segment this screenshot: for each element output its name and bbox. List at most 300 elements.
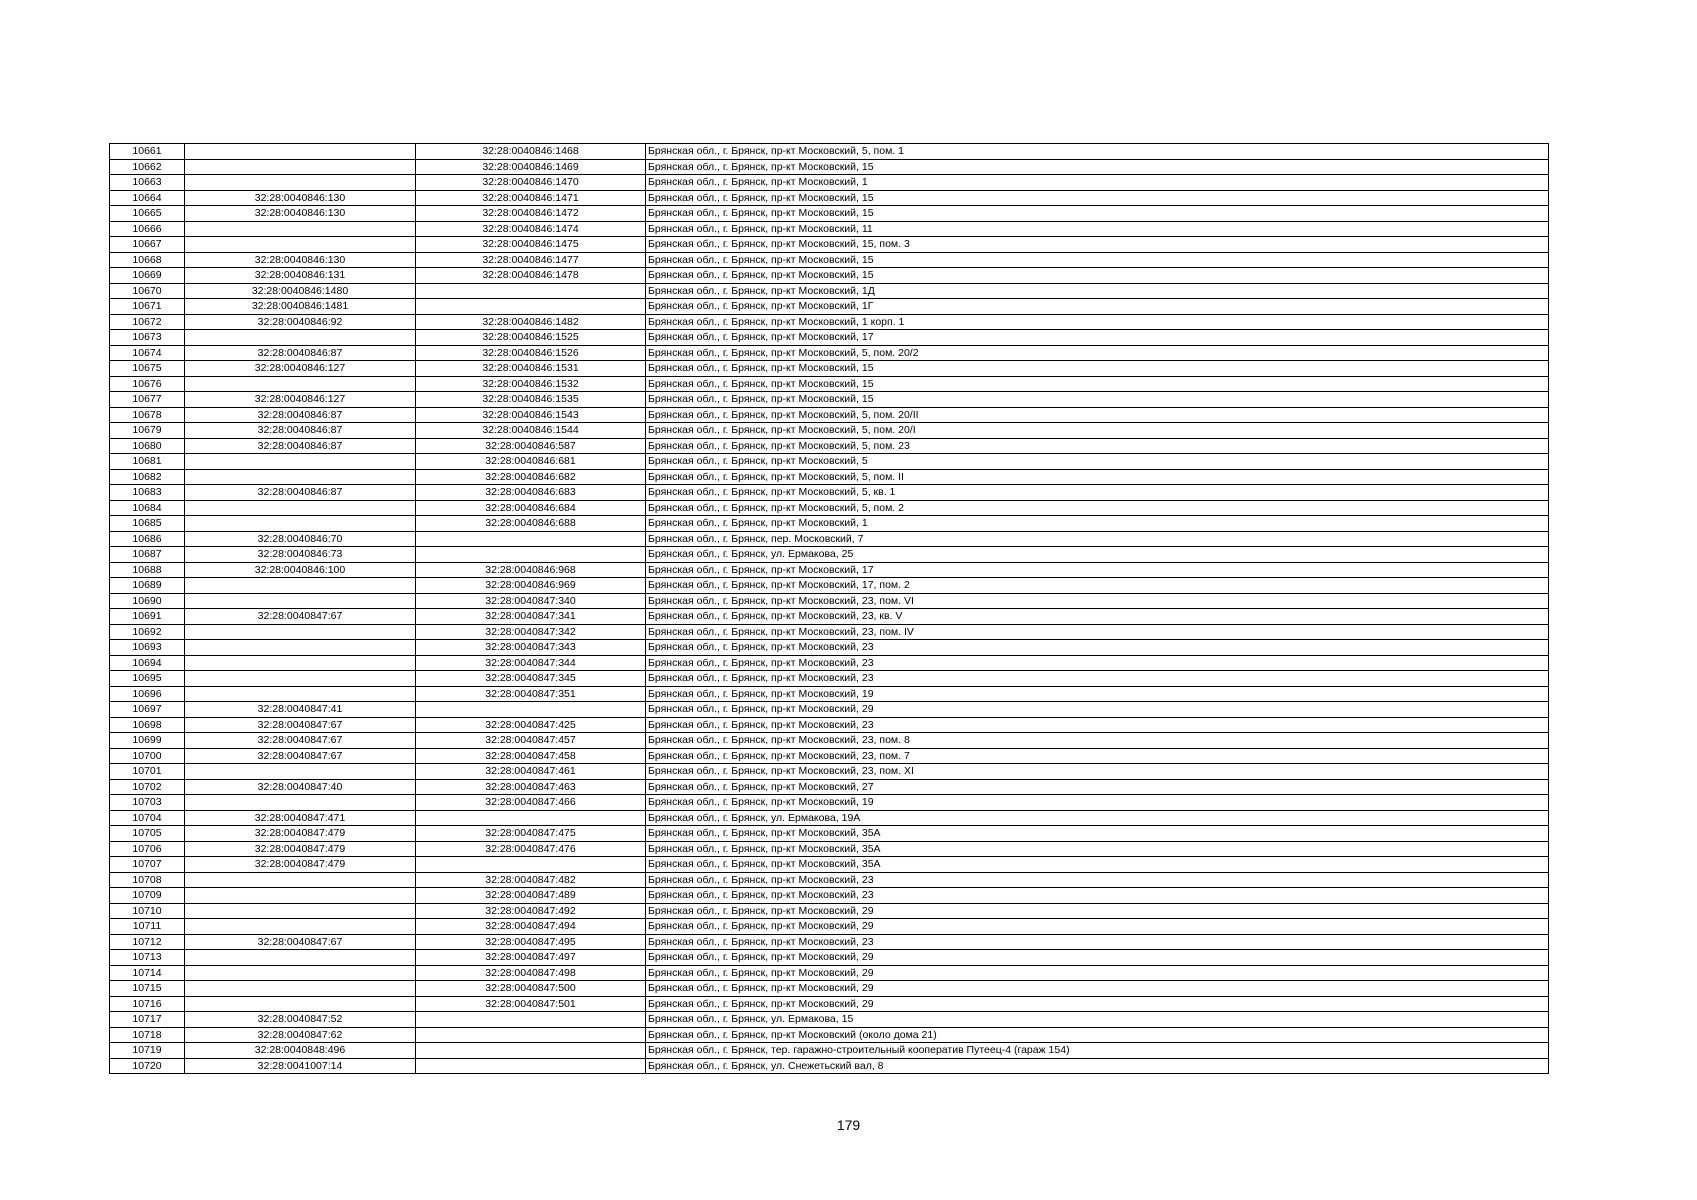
table-row — [110, 562, 1549, 578]
cadastral-number-cell — [416, 1027, 646, 1043]
row-number-cell: 10704 — [110, 810, 185, 826]
table-row — [110, 795, 1549, 811]
row-number-cell: 10696 — [110, 686, 185, 702]
address-cell: Брянская обл., г. Брянск, пр-кт Московский, 5, пом. 20/I — [646, 423, 1549, 439]
row-number-cell: 10671 — [110, 299, 185, 315]
parent-cadastral-number-cell: 32:28:0040847:479 — [185, 841, 416, 857]
row-number-cell: 10716 — [110, 996, 185, 1012]
table-row — [110, 485, 1549, 501]
row-number-cell: 10691 — [110, 609, 185, 625]
table-row — [110, 857, 1549, 873]
table-row — [110, 159, 1549, 175]
cadastral-number-cell: 32:28:0040846:1482 — [416, 314, 646, 330]
table-row — [110, 609, 1549, 625]
cadastral-number-cell — [416, 283, 646, 299]
parent-cadastral-number-cell: 32:28:0040846:70 — [185, 531, 416, 547]
parent-cadastral-number-cell: 32:28:0040847:471 — [185, 810, 416, 826]
address-cell: Брянская обл., г. Брянск, пр-кт Московский, 15 — [646, 268, 1549, 284]
address-cell: Брянская обл., г. Брянск, пр-кт Московский, 29 — [646, 702, 1549, 718]
cadastral-number-cell: 32:28:0040846:1477 — [416, 252, 646, 268]
table-row — [110, 934, 1549, 950]
cadastral-number-cell: 32:28:0040847:492 — [416, 903, 646, 919]
row-number-cell: 10706 — [110, 841, 185, 857]
cadastral-number-cell: 32:28:0040846:1469 — [416, 159, 646, 175]
table-row — [110, 330, 1549, 346]
row-number-cell: 10680 — [110, 438, 185, 454]
parent-cadastral-number-cell: 32:28:0040846:87 — [185, 485, 416, 501]
parent-cadastral-number-cell: 32:28:0040846:87 — [185, 423, 416, 439]
parent-cadastral-number-cell: 32:28:0041007:14 — [185, 1058, 416, 1074]
row-number-cell: 10702 — [110, 779, 185, 795]
cadastral-number-cell: 32:28:0040847:457 — [416, 733, 646, 749]
row-number-cell: 10717 — [110, 1012, 185, 1028]
cadastral-number-cell: 32:28:0040846:1535 — [416, 392, 646, 408]
address-cell: Брянская обл., г. Брянск, пр-кт Московский (около дома 21) — [646, 1027, 1549, 1043]
row-number-cell: 10699 — [110, 733, 185, 749]
table-row — [110, 981, 1549, 997]
row-number-cell: 10710 — [110, 903, 185, 919]
address-cell: Брянская обл., г. Брянск, пр-кт Московский, 5, кв. 1 — [646, 485, 1549, 501]
parent-cadastral-number-cell — [185, 686, 416, 702]
cadastral-number-cell — [416, 1043, 646, 1059]
table-row — [110, 578, 1549, 594]
address-cell: Брянская обл., г. Брянск, пр-кт Московский, 23, пом. 7 — [646, 748, 1549, 764]
row-number-cell: 10684 — [110, 500, 185, 516]
table-row — [110, 686, 1549, 702]
row-number-cell: 10664 — [110, 190, 185, 206]
address-cell: Брянская обл., г. Брянск, тер. гаражно-строительный кооператив Путеец-4 (гараж 154) — [646, 1043, 1549, 1059]
parent-cadastral-number-cell — [185, 500, 416, 516]
address-cell: Брянская обл., г. Брянск, пр-кт Московский, 23 — [646, 888, 1549, 904]
row-number-cell: 10697 — [110, 702, 185, 718]
parent-cadastral-number-cell: 32:28:0040846:130 — [185, 252, 416, 268]
parent-cadastral-number-cell — [185, 965, 416, 981]
parent-cadastral-number-cell: 32:28:0040847:40 — [185, 779, 416, 795]
cadastral-number-cell: 32:28:0040847:482 — [416, 872, 646, 888]
parent-cadastral-number-cell — [185, 981, 416, 997]
cadastral-number-cell — [416, 1058, 646, 1074]
parent-cadastral-number-cell: 32:28:0040847:67 — [185, 934, 416, 950]
cadastral-number-cell: 32:28:0040846:1543 — [416, 407, 646, 423]
cadastral-number-cell: 32:28:0040846:688 — [416, 516, 646, 532]
table-row — [110, 345, 1549, 361]
address-cell: Брянская обл., г. Брянск, ул. Ермакова, 19А — [646, 810, 1549, 826]
address-cell: Брянская обл., г. Брянск, пр-кт Московский, 5 — [646, 454, 1549, 470]
parent-cadastral-number-cell — [185, 376, 416, 392]
table-row — [110, 826, 1549, 842]
table-row — [110, 423, 1549, 439]
parent-cadastral-number-cell: 32:28:0040846:1481 — [185, 299, 416, 315]
row-number-cell: 10694 — [110, 655, 185, 671]
cadastral-number-cell — [416, 702, 646, 718]
address-cell: Брянская обл., г. Брянск, ул. Снежетьский вал, 8 — [646, 1058, 1549, 1074]
cadastral-number-cell: 32:28:0040847:500 — [416, 981, 646, 997]
row-number-cell: 10683 — [110, 485, 185, 501]
cadastral-number-cell — [416, 810, 646, 826]
address-cell: Брянская обл., г. Брянск, пр-кт Московский, 19 — [646, 795, 1549, 811]
parent-cadastral-number-cell — [185, 655, 416, 671]
row-number-cell: 10687 — [110, 547, 185, 563]
row-number-cell: 10686 — [110, 531, 185, 547]
cadastral-number-cell: 32:28:0040846:1526 — [416, 345, 646, 361]
row-number-cell: 10695 — [110, 671, 185, 687]
cadastral-number-cell: 32:28:0040847:343 — [416, 640, 646, 656]
address-cell: Брянская обл., г. Брянск, пр-кт Московский, 15 — [646, 376, 1549, 392]
parent-cadastral-number-cell: 32:28:0040846:92 — [185, 314, 416, 330]
row-number-cell: 10703 — [110, 795, 185, 811]
parent-cadastral-number-cell: 32:28:0040848:496 — [185, 1043, 416, 1059]
address-cell: Брянская обл., г. Брянск, пр-кт Московский, 23 — [646, 671, 1549, 687]
table-row — [110, 221, 1549, 237]
address-cell: Брянская обл., г. Брянск, пр-кт Московский, 5, пом. 1 — [646, 144, 1549, 160]
cadastral-number-cell: 32:28:0040847:425 — [416, 717, 646, 733]
address-cell: Брянская обл., г. Брянск, пр-кт Московский, 35А — [646, 857, 1549, 873]
table-row — [110, 640, 1549, 656]
row-number-cell: 10674 — [110, 345, 185, 361]
parent-cadastral-number-cell: 32:28:0040846:1480 — [185, 283, 416, 299]
cadastral-number-cell: 32:28:0040846:1531 — [416, 361, 646, 377]
table-row — [110, 717, 1549, 733]
table-row — [110, 252, 1549, 268]
row-number-cell: 10673 — [110, 330, 185, 346]
parent-cadastral-number-cell — [185, 175, 416, 191]
parent-cadastral-number-cell — [185, 237, 416, 253]
table-row — [110, 175, 1549, 191]
cadastral-number-cell: 32:28:0040847:497 — [416, 950, 646, 966]
parent-cadastral-number-cell: 32:28:0040846:73 — [185, 547, 416, 563]
register-table — [109, 143, 1549, 1074]
table-row — [110, 376, 1549, 392]
row-number-cell: 10712 — [110, 934, 185, 950]
row-number-cell: 10693 — [110, 640, 185, 656]
parent-cadastral-number-cell: 32:28:0040847:52 — [185, 1012, 416, 1028]
parent-cadastral-number-cell: 32:28:0040847:67 — [185, 609, 416, 625]
address-cell: Брянская обл., г. Брянск, пер. Московский, 7 — [646, 531, 1549, 547]
table-row — [110, 996, 1549, 1012]
cadastral-number-cell: 32:28:0040847:341 — [416, 609, 646, 625]
table-row — [110, 237, 1549, 253]
parent-cadastral-number-cell — [185, 640, 416, 656]
parent-cadastral-number-cell — [185, 593, 416, 609]
parent-cadastral-number-cell: 32:28:0040846:130 — [185, 190, 416, 206]
address-cell: Брянская обл., г. Брянск, пр-кт Московский, 17, пом. 2 — [646, 578, 1549, 594]
table-row — [110, 888, 1549, 904]
parent-cadastral-number-cell — [185, 159, 416, 175]
table-row — [110, 144, 1549, 160]
table-row — [110, 810, 1549, 826]
parent-cadastral-number-cell: 32:28:0040847:67 — [185, 748, 416, 764]
cadastral-number-cell: 32:28:0040846:1474 — [416, 221, 646, 237]
parent-cadastral-number-cell: 32:28:0040847:479 — [185, 826, 416, 842]
cadastral-number-cell: 32:28:0040846:1478 — [416, 268, 646, 284]
table-row — [110, 919, 1549, 935]
parent-cadastral-number-cell — [185, 624, 416, 640]
cadastral-number-cell: 32:28:0040846:969 — [416, 578, 646, 594]
row-number-cell: 10715 — [110, 981, 185, 997]
table-row — [110, 531, 1549, 547]
page-number: 179 — [836, 1117, 861, 1133]
address-cell: Брянская обл., г. Брянск, пр-кт Московский, 15 — [646, 392, 1549, 408]
parent-cadastral-number-cell — [185, 454, 416, 470]
cadastral-number-cell: 32:28:0040846:587 — [416, 438, 646, 454]
row-number-cell: 10689 — [110, 578, 185, 594]
address-cell: Брянская обл., г. Брянск, пр-кт Московский, 11 — [646, 221, 1549, 237]
cadastral-number-cell: 32:28:0040846:1471 — [416, 190, 646, 206]
parent-cadastral-number-cell: 32:28:0040846:87 — [185, 438, 416, 454]
cadastral-number-cell: 32:28:0040846:1470 — [416, 175, 646, 191]
parent-cadastral-number-cell — [185, 903, 416, 919]
row-number-cell: 10670 — [110, 283, 185, 299]
row-number-cell: 10709 — [110, 888, 185, 904]
row-number-cell: 10692 — [110, 624, 185, 640]
address-cell: Брянская обл., г. Брянск, пр-кт Московский, 5, пом. 23 — [646, 438, 1549, 454]
address-cell: Брянская обл., г. Брянск, пр-кт Московский, 29 — [646, 996, 1549, 1012]
row-number-cell: 10713 — [110, 950, 185, 966]
row-number-cell: 10701 — [110, 764, 185, 780]
address-cell: Брянская обл., г. Брянск, пр-кт Московский, 17 — [646, 562, 1549, 578]
row-number-cell: 10669 — [110, 268, 185, 284]
table-row — [110, 655, 1549, 671]
cadastral-number-cell: 32:28:0040846:1532 — [416, 376, 646, 392]
table-row — [110, 1027, 1549, 1043]
parent-cadastral-number-cell — [185, 872, 416, 888]
cadastral-number-cell: 32:28:0040847:461 — [416, 764, 646, 780]
table-row — [110, 702, 1549, 718]
address-cell: Брянская обл., г. Брянск, пр-кт Московский, 23 — [646, 872, 1549, 888]
address-cell: Брянская обл., г. Брянск, пр-кт Московский, 5, пом. II — [646, 469, 1549, 485]
row-number-cell: 10682 — [110, 469, 185, 485]
address-cell: Брянская обл., г. Брянск, пр-кт Московский, 15 — [646, 252, 1549, 268]
cadastral-number-cell: 32:28:0040847:340 — [416, 593, 646, 609]
parent-cadastral-number-cell — [185, 516, 416, 532]
address-cell: Брянская обл., г. Брянск, пр-кт Московский, 23, кв. V — [646, 609, 1549, 625]
address-cell: Брянская обл., г. Брянск, пр-кт Московский, 15 — [646, 190, 1549, 206]
address-cell: Брянская обл., г. Брянск, пр-кт Московский, 35А — [646, 841, 1549, 857]
row-number-cell: 10661 — [110, 144, 185, 160]
parent-cadastral-number-cell: 32:28:0040847:67 — [185, 717, 416, 733]
table-row — [110, 547, 1549, 563]
table-row — [110, 624, 1549, 640]
address-cell: Брянская обл., г. Брянск, пр-кт Московский, 1 корп. 1 — [646, 314, 1549, 330]
table-row — [110, 1058, 1549, 1074]
row-number-cell: 10676 — [110, 376, 185, 392]
row-number-cell: 10663 — [110, 175, 185, 191]
row-number-cell: 10700 — [110, 748, 185, 764]
address-cell: Брянская обл., г. Брянск, пр-кт Московский, 1 — [646, 175, 1549, 191]
cadastral-number-cell: 32:28:0040847:489 — [416, 888, 646, 904]
parent-cadastral-number-cell — [185, 950, 416, 966]
table-row — [110, 516, 1549, 532]
row-number-cell: 10705 — [110, 826, 185, 842]
parent-cadastral-number-cell: 32:28:0040846:87 — [185, 407, 416, 423]
row-number-cell: 10720 — [110, 1058, 185, 1074]
row-number-cell: 10662 — [110, 159, 185, 175]
cadastral-number-cell — [416, 1012, 646, 1028]
row-number-cell: 10690 — [110, 593, 185, 609]
address-cell: Брянская обл., г. Брянск, пр-кт Московский, 23 — [646, 655, 1549, 671]
cadastral-number-cell — [416, 857, 646, 873]
row-number-cell: 10678 — [110, 407, 185, 423]
address-cell: Брянская обл., г. Брянск, пр-кт Московский, 27 — [646, 779, 1549, 795]
parent-cadastral-number-cell — [185, 919, 416, 935]
cadastral-number-cell: 32:28:0040847:458 — [416, 748, 646, 764]
address-cell: Брянская обл., г. Брянск, пр-кт Московский, 15 — [646, 361, 1549, 377]
table-row — [110, 748, 1549, 764]
table-row — [110, 299, 1549, 315]
cadastral-number-cell — [416, 547, 646, 563]
table-row — [110, 268, 1549, 284]
row-number-cell: 10672 — [110, 314, 185, 330]
table-row — [110, 764, 1549, 780]
row-number-cell: 10668 — [110, 252, 185, 268]
parent-cadastral-number-cell — [185, 221, 416, 237]
cadastral-number-cell: 32:28:0040846:1544 — [416, 423, 646, 439]
parent-cadastral-number-cell — [185, 578, 416, 594]
parent-cadastral-number-cell: 32:28:0040847:67 — [185, 733, 416, 749]
row-number-cell: 10711 — [110, 919, 185, 935]
parent-cadastral-number-cell — [185, 764, 416, 780]
table-row — [110, 190, 1549, 206]
row-number-cell: 10679 — [110, 423, 185, 439]
parent-cadastral-number-cell — [185, 144, 416, 160]
table-row — [110, 314, 1549, 330]
address-cell: Брянская обл., г. Брянск, пр-кт Московский, 29 — [646, 903, 1549, 919]
address-cell: Брянская обл., г. Брянск, пр-кт Московский, 29 — [646, 919, 1549, 935]
table-row — [110, 454, 1549, 470]
cadastral-number-cell: 32:28:0040847:463 — [416, 779, 646, 795]
address-cell: Брянская обл., г. Брянск, пр-кт Московский, 29 — [646, 965, 1549, 981]
cadastral-number-cell: 32:28:0040846:1468 — [416, 144, 646, 160]
parent-cadastral-number-cell: 32:28:0040847:41 — [185, 702, 416, 718]
register-table-body — [110, 144, 1549, 1074]
address-cell: Брянская обл., г. Брянск, пр-кт Московский, 5, пом. 20/2 — [646, 345, 1549, 361]
address-cell: Брянская обл., г. Брянск, пр-кт Московский, 1Г — [646, 299, 1549, 315]
table-row — [110, 361, 1549, 377]
address-cell: Брянская обл., г. Брянск, пр-кт Московский, 23 — [646, 934, 1549, 950]
address-cell: Брянская обл., г. Брянск, пр-кт Московский, 5, пом. 2 — [646, 500, 1549, 516]
row-number-cell: 10666 — [110, 221, 185, 237]
cadastral-number-cell: 32:28:0040847:345 — [416, 671, 646, 687]
parent-cadastral-number-cell: 32:28:0040846:127 — [185, 361, 416, 377]
cadastral-number-cell: 32:28:0040847:494 — [416, 919, 646, 935]
table-row — [110, 1043, 1549, 1059]
table-row — [110, 206, 1549, 222]
address-cell: Брянская обл., г. Брянск, ул. Ермакова, 15 — [646, 1012, 1549, 1028]
table-row — [110, 779, 1549, 795]
parent-cadastral-number-cell — [185, 330, 416, 346]
table-row — [110, 671, 1549, 687]
cadastral-number-cell: 32:28:0040847:495 — [416, 934, 646, 950]
row-number-cell: 10667 — [110, 237, 185, 253]
parent-cadastral-number-cell: 32:28:0040846:130 — [185, 206, 416, 222]
cadastral-number-cell: 32:28:0040846:684 — [416, 500, 646, 516]
cadastral-number-cell: 32:28:0040846:681 — [416, 454, 646, 470]
row-number-cell: 10708 — [110, 872, 185, 888]
row-number-cell: 10688 — [110, 562, 185, 578]
cadastral-number-cell — [416, 531, 646, 547]
address-cell: Брянская обл., г. Брянск, пр-кт Московский, 23 — [646, 717, 1549, 733]
parent-cadastral-number-cell: 32:28:0040846:100 — [185, 562, 416, 578]
table-row — [110, 283, 1549, 299]
row-number-cell: 10681 — [110, 454, 185, 470]
address-cell: Брянская обл., г. Брянск, пр-кт Московский, 19 — [646, 686, 1549, 702]
table-row — [110, 872, 1549, 888]
address-cell: Брянская обл., г. Брянск, пр-кт Московский, 1 — [646, 516, 1549, 532]
parent-cadastral-number-cell — [185, 996, 416, 1012]
address-cell: Брянская обл., г. Брянск, пр-кт Московский, 23, пом. VI — [646, 593, 1549, 609]
cadastral-number-cell — [416, 299, 646, 315]
cadastral-number-cell: 32:28:0040847:475 — [416, 826, 646, 842]
address-cell: Брянская обл., г. Брянск, пр-кт Московский, 15 — [646, 206, 1549, 222]
parent-cadastral-number-cell: 32:28:0040846:127 — [185, 392, 416, 408]
cadastral-number-cell: 32:28:0040847:344 — [416, 655, 646, 671]
cadastral-number-cell: 32:28:0040846:1525 — [416, 330, 646, 346]
cadastral-number-cell: 32:28:0040846:683 — [416, 485, 646, 501]
parent-cadastral-number-cell — [185, 888, 416, 904]
parent-cadastral-number-cell — [185, 469, 416, 485]
parent-cadastral-number-cell: 32:28:0040847:479 — [185, 857, 416, 873]
table-row — [110, 407, 1549, 423]
table-row — [110, 469, 1549, 485]
address-cell: Брянская обл., г. Брянск, пр-кт Московский, 17 — [646, 330, 1549, 346]
parent-cadastral-number-cell: 32:28:0040847:62 — [185, 1027, 416, 1043]
parent-cadastral-number-cell — [185, 795, 416, 811]
address-cell: Брянская обл., г. Брянск, пр-кт Московский, 15 — [646, 159, 1549, 175]
address-cell: Брянская обл., г. Брянск, пр-кт Московский, 5, пом. 20/II — [646, 407, 1549, 423]
row-number-cell: 10698 — [110, 717, 185, 733]
address-cell: Брянская обл., г. Брянск, ул. Ермакова, 25 — [646, 547, 1549, 563]
table-row — [110, 593, 1549, 609]
table-row — [110, 965, 1549, 981]
address-cell: Брянская обл., г. Брянск, пр-кт Московский, 29 — [646, 950, 1549, 966]
address-cell: Брянская обл., г. Брянск, пр-кт Московский, 23, пом. 8 — [646, 733, 1549, 749]
cadastral-number-cell: 32:28:0040846:1472 — [416, 206, 646, 222]
cadastral-number-cell: 32:28:0040846:682 — [416, 469, 646, 485]
address-cell: Брянская обл., г. Брянск, пр-кт Московский, 23, пом. XI — [646, 764, 1549, 780]
parent-cadastral-number-cell: 32:28:0040846:87 — [185, 345, 416, 361]
table-row — [110, 950, 1549, 966]
row-number-cell: 10719 — [110, 1043, 185, 1059]
cadastral-number-cell: 32:28:0040847:498 — [416, 965, 646, 981]
row-number-cell: 10707 — [110, 857, 185, 873]
address-cell: Брянская обл., г. Брянск, пр-кт Московский, 1Д — [646, 283, 1549, 299]
table-row — [110, 438, 1549, 454]
table-row — [110, 733, 1549, 749]
row-number-cell: 10665 — [110, 206, 185, 222]
parent-cadastral-number-cell — [185, 671, 416, 687]
table-row — [110, 1012, 1549, 1028]
cadastral-number-cell: 32:28:0040846:1475 — [416, 237, 646, 253]
cadastral-number-cell: 32:28:0040847:351 — [416, 686, 646, 702]
row-number-cell: 10677 — [110, 392, 185, 408]
parent-cadastral-number-cell: 32:28:0040846:131 — [185, 268, 416, 284]
cadastral-number-cell: 32:28:0040847:342 — [416, 624, 646, 640]
table-row — [110, 500, 1549, 516]
address-cell: Брянская обл., г. Брянск, пр-кт Московский, 35А — [646, 826, 1549, 842]
cadastral-number-cell: 32:28:0040847:476 — [416, 841, 646, 857]
row-number-cell: 10718 — [110, 1027, 185, 1043]
table-row — [110, 392, 1549, 408]
address-cell: Брянская обл., г. Брянск, пр-кт Московский, 15, пом. 3 — [646, 237, 1549, 253]
cadastral-number-cell: 32:28:0040846:968 — [416, 562, 646, 578]
address-cell: Брянская обл., г. Брянск, пр-кт Московский, 29 — [646, 981, 1549, 997]
cadastral-number-cell: 32:28:0040847:501 — [416, 996, 646, 1012]
row-number-cell: 10685 — [110, 516, 185, 532]
address-cell: Брянская обл., г. Брянск, пр-кт Московский, 23 — [646, 640, 1549, 656]
row-number-cell: 10714 — [110, 965, 185, 981]
address-cell: Брянская обл., г. Брянск, пр-кт Московский, 23, пом. IV — [646, 624, 1549, 640]
table-row — [110, 841, 1549, 857]
